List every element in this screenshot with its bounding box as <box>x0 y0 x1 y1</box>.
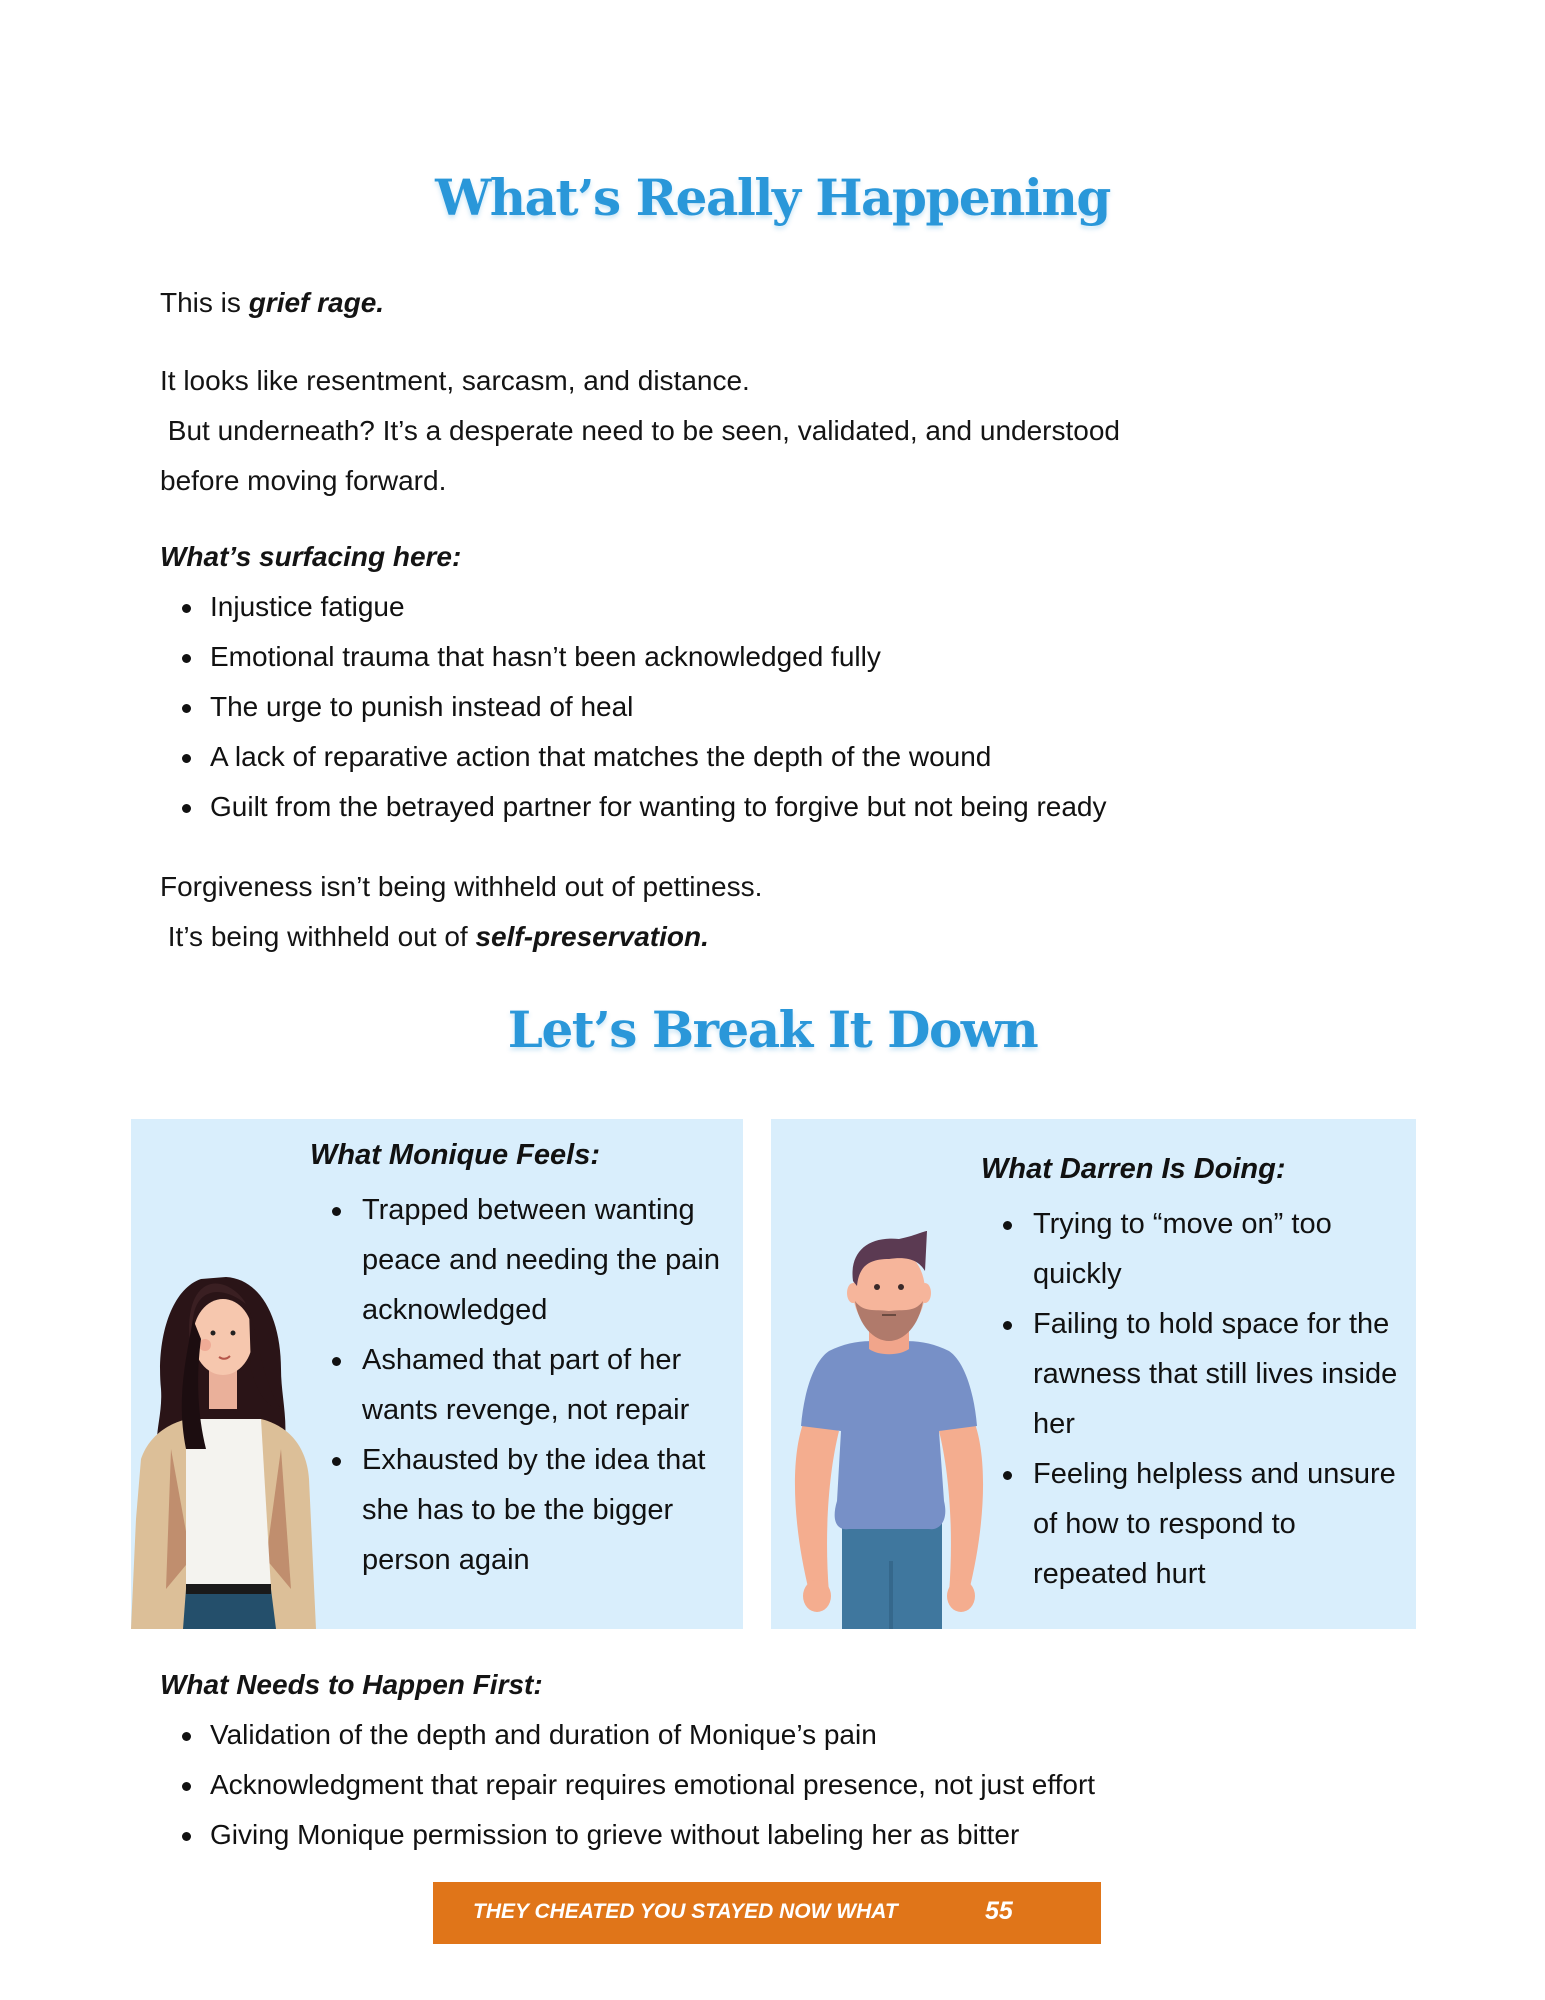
needs-label: What Needs to Happen First: <box>160 1669 543 1700</box>
list-item: Validation of the depth and duration of Monique’s pain <box>160 1710 1360 1760</box>
list-item: Trying to “move on” too quickly <box>995 1199 1415 1299</box>
intro-prefix: This is <box>160 287 249 318</box>
list-item: A lack of reparative action that matches the depth of the wound <box>160 732 1360 782</box>
list-item: Failing to hold space for the rawness that still lives inside her <box>995 1299 1415 1449</box>
list-item: Acknowledgment that repair requires emotional presence, not just effort <box>160 1760 1360 1810</box>
woman-illustration <box>131 1259 321 1629</box>
list-item: Giving Monique permission to grieve without labeling her as bitter <box>160 1810 1360 1860</box>
darren-title: What Darren Is Doing: <box>981 1153 1286 1185</box>
monique-list <box>324 1185 734 1585</box>
paragraph-line: before moving forward. <box>160 465 447 496</box>
explanation-paragraph <box>160 356 1120 506</box>
monique-panel <box>131 1119 743 1629</box>
footer-book-title: THEY CHEATED YOU STAYED NOW WHAT <box>473 1900 898 1923</box>
paragraph-line: Forgiveness isn’t being withheld out of pettiness. <box>160 871 763 902</box>
intro-line <box>160 278 384 328</box>
intro-emphasis: grief rage. <box>248 287 385 318</box>
list-item: The urge to punish instead of heal <box>160 682 1360 732</box>
list-item: Trapped between wanting peace and needing the pain acknowledged <box>324 1185 734 1335</box>
closing-prefix: It’s being withheld out of <box>160 921 476 952</box>
list-item: Guilt from the betrayed partner for wanting to forgive but not being ready <box>160 782 1360 832</box>
closing-paragraph <box>160 862 762 962</box>
section-heading-break-it-down: Let’s Break It Down <box>507 1000 1038 1059</box>
list-item: Emotional trauma that hasn’t been acknowledged fully <box>160 632 1360 682</box>
man-illustration <box>779 1231 999 1629</box>
page-number: 55 <box>985 1897 1013 1925</box>
darren-list <box>995 1199 1415 1599</box>
darren-panel <box>771 1119 1416 1629</box>
list-item: Ashamed that part of her wants revenge, not repair <box>324 1335 734 1435</box>
paragraph-line <box>160 912 762 962</box>
surfacing-label: What’s surfacing here: <box>160 541 462 572</box>
list-item: Exhausted by the idea that she has to be the bigger person again <box>324 1435 734 1585</box>
paragraph-line: It looks like resentment, sarcasm, and distance. <box>160 365 750 396</box>
closing-emphasis: self-preservation. <box>475 921 709 952</box>
surfacing-list <box>160 582 1360 832</box>
needs-list <box>160 1710 1360 1860</box>
list-item: Injustice fatigue <box>160 582 1360 632</box>
paragraph-line: But underneath? It’s a desperate need to be seen, validated, and understood <box>160 415 1120 446</box>
list-item: Feeling helpless and unsure of how to respond to repeated hurt <box>995 1449 1415 1599</box>
monique-title: What Monique Feels: <box>310 1139 600 1171</box>
footer-banner <box>433 1882 1101 1944</box>
section-heading-really-happening: What’s Really Happening <box>435 168 1110 227</box>
